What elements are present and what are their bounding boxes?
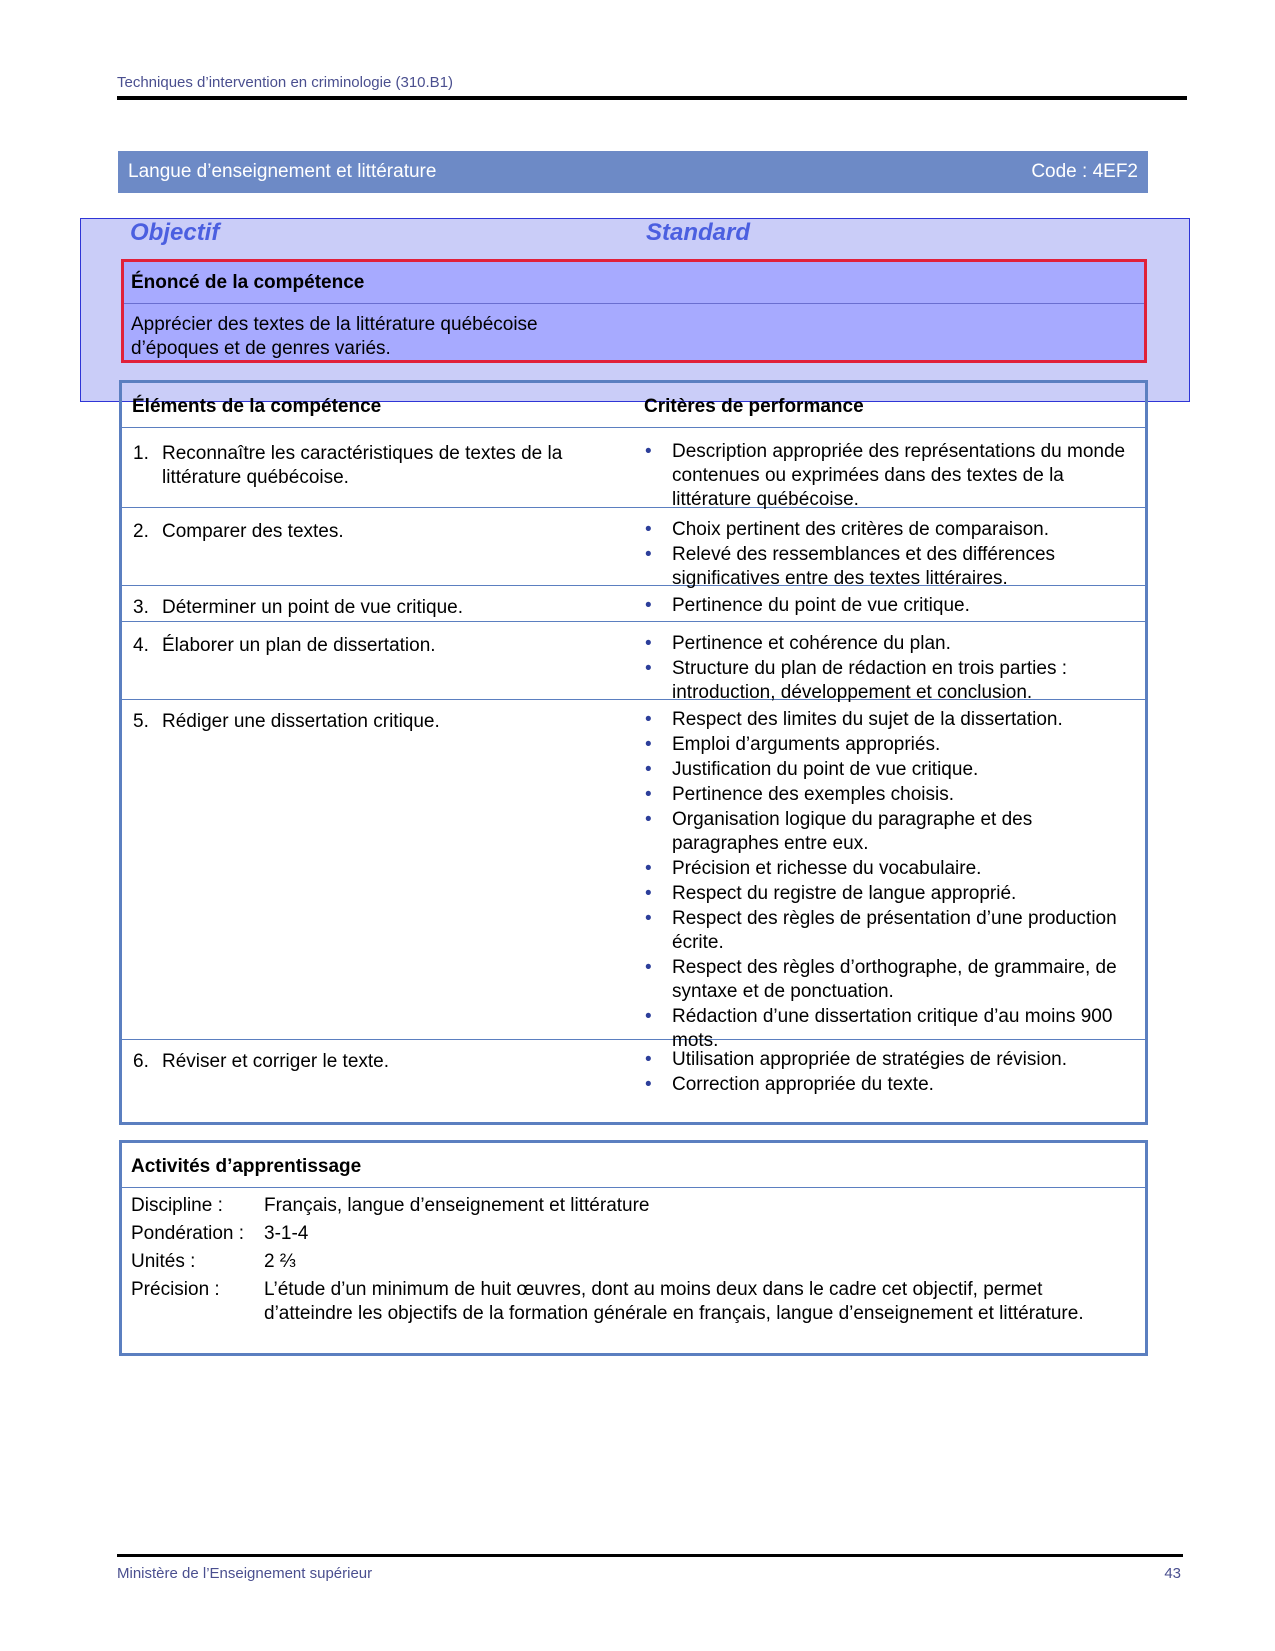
element-number: 4. bbox=[133, 635, 149, 656]
page-header bbox=[117, 74, 1187, 100]
criterion-item: • Utilisation appropriée de stratégies de révision. bbox=[645, 1048, 1135, 1072]
criterion-item: • Précision et richesse du vocabulaire. bbox=[645, 857, 1135, 881]
objectif-heading: Objectif bbox=[130, 219, 220, 246]
activite-line bbox=[131, 1194, 1136, 1218]
criterion-item: • Respect des limites du sujet de la dissertation. bbox=[645, 708, 1135, 732]
element-text: Comparer des textes. bbox=[162, 521, 344, 542]
enonce-heading: Énoncé de la compétence bbox=[124, 262, 1144, 304]
activite-line bbox=[131, 1222, 1136, 1246]
criteria-list bbox=[645, 440, 1135, 513]
activite-value: 2 ⅔ bbox=[264, 1251, 296, 1272]
footer-rule bbox=[117, 1554, 1183, 1557]
activite-label: Pondération : bbox=[131, 1223, 245, 1244]
competence-table bbox=[119, 380, 1148, 1125]
element-number: 6. bbox=[133, 1051, 149, 1072]
activite-label: Unités : bbox=[131, 1251, 196, 1272]
enonce-text: Apprécier des textes de la littérature québécoise d’époques et de genres variés. bbox=[131, 314, 538, 359]
criterion-item: • Respect des règles d’orthographe, de grammaire, de syntaxe et de ponctuation. bbox=[645, 956, 1135, 1004]
activite-value: 3-1-4 bbox=[264, 1223, 309, 1244]
element-number: 5. bbox=[133, 711, 149, 732]
course-title-bar bbox=[118, 151, 1148, 193]
element-text: Rédiger une dissertation critique. bbox=[162, 711, 440, 732]
elements-heading: Éléments de la compétence bbox=[132, 396, 382, 417]
element-text: Élaborer un plan de dissertation. bbox=[162, 635, 436, 656]
competence-row bbox=[122, 428, 1145, 508]
element-number: 1. bbox=[133, 443, 149, 464]
criterion-item: • Correction appropriée du texte. bbox=[645, 1073, 1135, 1097]
competence-row bbox=[122, 622, 1145, 703]
element-cell bbox=[133, 596, 613, 620]
competence-row bbox=[122, 586, 1145, 622]
activites-body bbox=[122, 1188, 1145, 1326]
element-cell bbox=[133, 520, 613, 544]
element-number: 3. bbox=[133, 597, 149, 618]
criterion-item: • Pertinence du point de vue critique. bbox=[645, 594, 1135, 618]
activites-heading: Activités d’apprentissage bbox=[122, 1143, 1145, 1188]
element-cell bbox=[133, 442, 613, 490]
criterion-item: • Choix pertinent des critères de comparaison. bbox=[645, 518, 1135, 542]
ministry-name: Ministère de l’Enseignement supérieur bbox=[117, 1565, 373, 1582]
criteria-list bbox=[645, 632, 1135, 706]
element-text: Réviser et corriger le texte. bbox=[162, 1051, 390, 1072]
activite-value: L’étude d’un minimum de huit œuvres, dont au moins deux dans le cadre cet objectif, permet d’atteindre les objectifs de la formation générale en français, langue d’enseignement et littérature. bbox=[264, 1279, 1084, 1324]
criteria-list bbox=[645, 518, 1135, 592]
element-text: Déterminer un point de vue critique. bbox=[162, 597, 463, 618]
criterion-item: • Rédaction d’une dissertation critique d’au moins 900 mots. bbox=[645, 1005, 1135, 1053]
criterion-item: • Description appropriée des représentations du monde contenues ou exprimées dans des textes de la littérature québécoise. bbox=[645, 440, 1135, 512]
activite-label: Précision : bbox=[131, 1279, 220, 1300]
enonce-box bbox=[121, 259, 1147, 363]
program-name: Techniques d’intervention en criminologie (310.B1) bbox=[117, 74, 454, 91]
criterion-item: • Respect des règles de présentation d’une production écrite. bbox=[645, 907, 1135, 955]
element-cell bbox=[133, 1050, 613, 1074]
criterion-item: • Emploi d’arguments appropriés. bbox=[645, 733, 1135, 757]
competence-row bbox=[122, 1040, 1145, 1100]
page-number: 43 bbox=[1164, 1565, 1181, 1582]
criterion-item: • Pertinence des exemples choisis. bbox=[645, 783, 1135, 807]
criterion-item: • Respect du registre de langue approprié. bbox=[645, 882, 1135, 906]
competence-row bbox=[122, 700, 1145, 1051]
activite-line bbox=[131, 1278, 1136, 1326]
standard-heading: Standard bbox=[646, 219, 751, 246]
activite-value: Français, langue d’enseignement et littérature bbox=[264, 1195, 650, 1216]
criterion-item: • Organisation logique du paragraphe et des paragraphes entre eux. bbox=[645, 808, 1135, 856]
course-code: Code : 4EF2 bbox=[1031, 161, 1138, 182]
criterion-item: • Pertinence et cohérence du plan. bbox=[645, 632, 1135, 656]
competence-rows bbox=[122, 428, 1145, 1100]
element-cell bbox=[133, 710, 613, 734]
page-footer bbox=[117, 1554, 1183, 1582]
criteria-list bbox=[645, 1048, 1135, 1098]
criterion-item: • Relevé des ressemblances et des différences significatives entre des textes littéraires. bbox=[645, 543, 1135, 591]
criteria-list bbox=[645, 708, 1135, 1054]
competence-row bbox=[122, 508, 1145, 589]
criteria-list bbox=[645, 594, 1135, 619]
competence-table-header bbox=[122, 383, 1145, 428]
activites-table bbox=[119, 1140, 1148, 1356]
element-number: 2. bbox=[133, 521, 149, 542]
criterion-item: • Structure du plan de rédaction en trois parties : introduction, développement et conclusion. bbox=[645, 657, 1135, 705]
element-cell bbox=[133, 634, 613, 658]
activite-label: Discipline : bbox=[131, 1195, 223, 1216]
criterion-item: • Justification du point de vue critique. bbox=[645, 758, 1135, 782]
element-text: Reconnaître les caractéristiques de textes de la littérature québécoise. bbox=[162, 443, 563, 488]
criteria-heading: Critères de performance bbox=[644, 396, 864, 417]
activite-line bbox=[131, 1250, 1136, 1274]
course-title: Langue d’enseignement et littérature bbox=[128, 161, 437, 182]
header-rule bbox=[117, 96, 1187, 100]
